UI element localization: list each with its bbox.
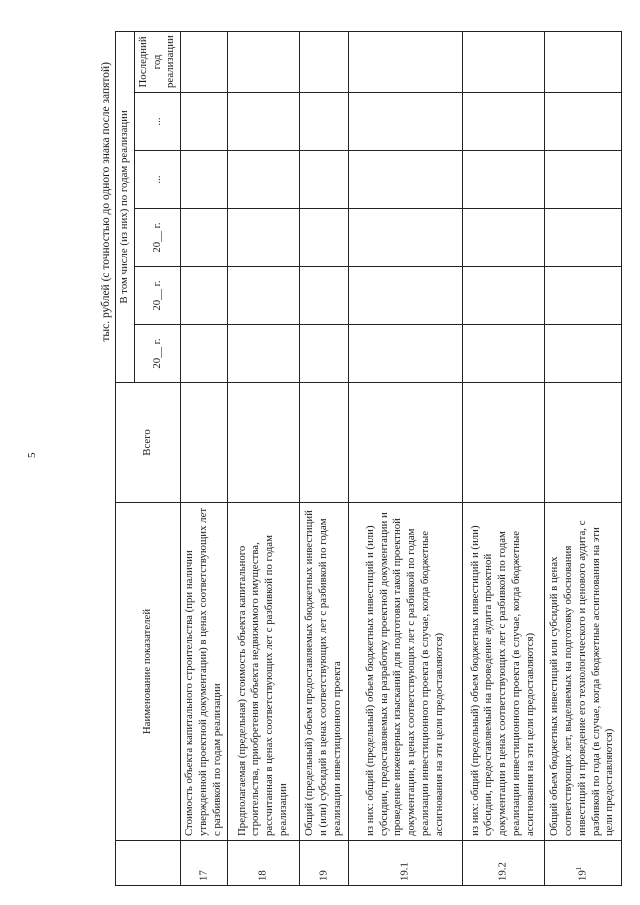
cell-year xyxy=(544,267,621,325)
cell-year xyxy=(227,325,299,383)
row-number: 19.2 xyxy=(462,841,544,886)
row-number: 19 xyxy=(299,841,348,886)
cell-year xyxy=(348,93,462,151)
cell-year xyxy=(227,267,299,325)
header-including: В том числе (из них) по годам реализации xyxy=(116,31,135,382)
cell-year xyxy=(544,93,621,151)
cell-total xyxy=(227,383,299,503)
header-row-1 xyxy=(116,31,135,885)
cell-year xyxy=(181,151,227,209)
header-year: 20__ г. xyxy=(134,267,180,325)
header-year: 20__ г. xyxy=(134,325,180,383)
row-number: $19^1$ xyxy=(544,841,621,886)
cell-year xyxy=(348,267,462,325)
header-total: Всего xyxy=(116,383,181,503)
cell-total xyxy=(299,383,348,503)
cell-total xyxy=(544,383,621,503)
cell-year xyxy=(348,31,462,92)
table-row xyxy=(227,31,299,885)
page-number: 5 xyxy=(26,452,38,458)
row-number: 17 xyxy=(181,841,227,886)
row-name: Общий (предельный) объем предоставляемых бюджетных инвестиций и (или) субсидий в ценах соответствующих лет с разбивкой по годам реализации инвестиционного проекта xyxy=(299,503,348,841)
cell-year xyxy=(181,325,227,383)
row-name: Стоимость объекта капитального строительства (при наличии утвержденной проектной документации) в ценах соответствующих лет с разбивкой по годам реализации xyxy=(181,503,227,841)
row-name: Общий объем бюджетных инвестиций или субсидий в ценах соответствующих лет, выделяемых на подготовку обоснования инвестиций и проведение его технологического и ценового аудита, с разбивкой по года (в случае, когда бюджетные ассигнования на эти цели предоставляются) xyxy=(544,503,621,841)
cell-year xyxy=(181,209,227,267)
cell-year xyxy=(299,267,348,325)
cell-year xyxy=(462,209,544,267)
header-year: ... xyxy=(134,151,180,209)
header-year: ... xyxy=(134,93,180,151)
cell-year xyxy=(227,31,299,92)
header-year-last: Последний год реализации xyxy=(134,31,180,92)
cell-year xyxy=(462,93,544,151)
cell-year xyxy=(227,93,299,151)
table-row xyxy=(544,31,621,885)
row-number: 18 xyxy=(227,841,299,886)
rotated-page-content xyxy=(97,32,616,886)
unit-note: тыс. рублей (с точностью до одного знака после запятой) xyxy=(100,62,112,342)
cell-year xyxy=(227,209,299,267)
row-name: Предполагаемая (предельная) стоимость объекта капитального строительства, приобретения объекта недвижимого имущества, рассчитанная в ценах соответствующих лет с разбивкой по годам реализации xyxy=(227,503,299,841)
cell-year xyxy=(544,151,621,209)
cell-year xyxy=(299,209,348,267)
cell-year xyxy=(544,325,621,383)
cell-year xyxy=(462,151,544,209)
cell-year xyxy=(181,31,227,92)
header-name: Наименование показателей xyxy=(116,503,181,841)
row-name: из них: общий (предельный) объем бюджетных инвестиций и (или) субсидии, предоставляемый на проведение аудита проектной документации в ценах соответствующих лет с разбивкой по годам реализации инвестиционного проекта (в случае, когда бюджетные ассигнования на эти цели предоставляются) xyxy=(462,503,544,841)
cell-year xyxy=(181,93,227,151)
cell-year xyxy=(227,151,299,209)
cell-total xyxy=(348,383,462,503)
cell-year xyxy=(299,93,348,151)
cell-year xyxy=(544,31,621,92)
cell-total xyxy=(462,383,544,503)
table-row xyxy=(299,31,348,885)
cell-total xyxy=(181,383,227,503)
header-num xyxy=(116,841,181,886)
indicators-table xyxy=(115,31,622,886)
table-row xyxy=(181,31,227,885)
header-year: 20__ г. xyxy=(134,209,180,267)
cell-year xyxy=(299,325,348,383)
cell-year xyxy=(181,267,227,325)
cell-year xyxy=(348,151,462,209)
cell-year xyxy=(544,209,621,267)
table-row xyxy=(462,31,544,885)
table-row xyxy=(348,31,462,885)
cell-year xyxy=(462,325,544,383)
cell-year xyxy=(462,267,544,325)
row-name: из них: общий (предельный) объем бюджетных инвестиций и (или) субсидии, предоставляемых на разработку проектной документации и проведение инженерных изысканий для подготовки такой проектной документации, в ценах соответствующих лет с разбивкой по годам реализации инвестиционного проекта (в случае, когда бюджетные ассигнования на эти цели предоставляются) xyxy=(348,503,462,841)
cell-year xyxy=(299,31,348,92)
cell-year xyxy=(299,151,348,209)
row-number: 19.1 xyxy=(348,841,462,886)
cell-year xyxy=(348,209,462,267)
cell-year xyxy=(462,31,544,92)
cell-year xyxy=(348,325,462,383)
